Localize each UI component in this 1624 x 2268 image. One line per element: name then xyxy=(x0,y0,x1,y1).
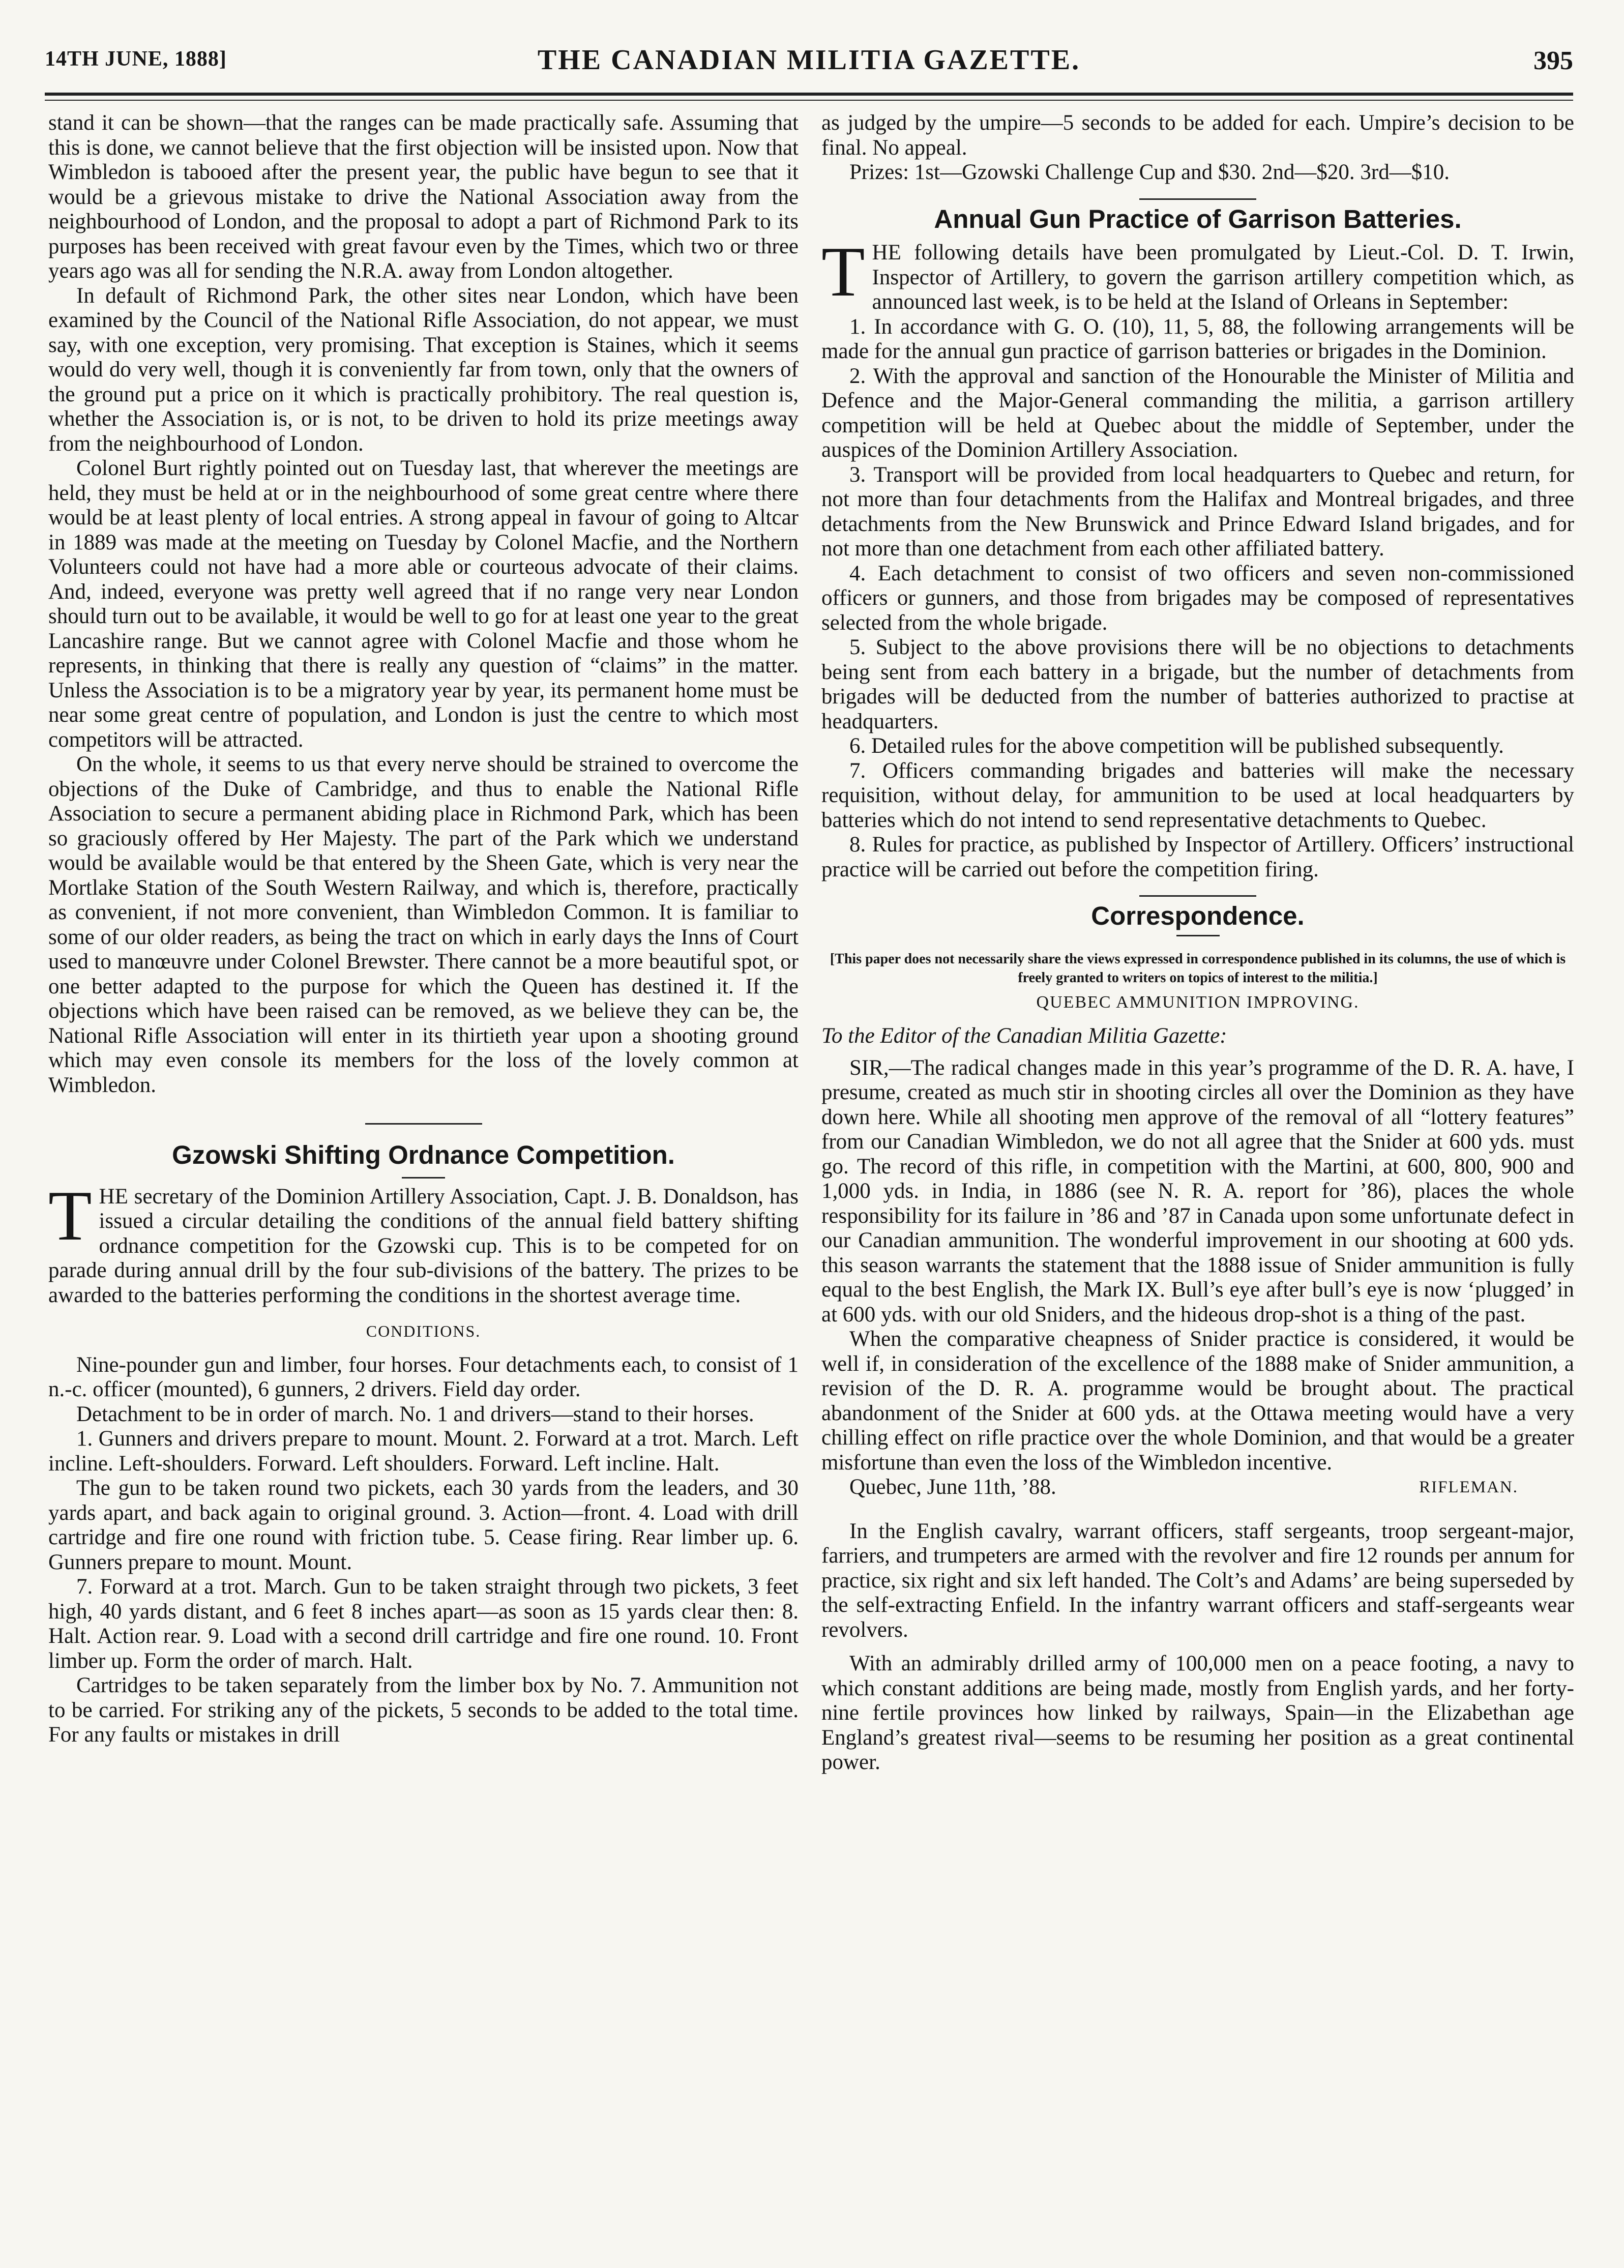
garrison-item: 1. In accordance with G. O. (10), 11, 5, 88, the following arrangements will be made for the annual gun practice of garrison batteries or brigades in the Dominion. xyxy=(821,314,1574,363)
prizes-line: Prizes: 1st—Gzowski Challenge Cup and $30. 2nd—$20. 3rd—$10. xyxy=(849,160,1450,184)
masthead-title: THE CANADIAN MILITIA GAZETTE. xyxy=(537,44,1081,76)
letter-signature: RIFLEMAN. xyxy=(1419,1478,1518,1496)
condition-paragraph: Cartridges to be taken separately from the limber box by No. 7. Ammunition not to be carried. For striking any of the pickets, 5 seconds to be added to the total time. For any faults or mistakes in drill xyxy=(48,1673,799,1747)
letter-paragraph: SIR,—The radical changes made in this year’s programme of the D. R. A. have, I presume, created as much stir in shooting circles all over the Dominion as they have down here. While all shooting men approve of the removal of all “lottery features” from our Canadian Wimbledon, we do not all agree that the Snider at 600 yds. must go. The record of this rifle, in competition with the Martini, at 600, 800, 900 and 1,000 yds. in India, in 1886 (see N. R. A. report for ’86), places the whole responsibility for its failure in ’86 and ’87 in Canada upon some unfortunate defect in our Canadian ammunition. The wonderful improvement in our shooting at 600 yds. this season warrants the statement that the 1888 issue of Snider ammunition is fully equal to the best English, the Mark IX. Bull’s eye after bull’s eye is now ‘plugged’ in at 600 yds. with our old Sniders, and the hideous drop-shot is a thing of the past. xyxy=(821,1055,1574,1327)
section-divider xyxy=(1139,198,1256,200)
drop-cap: T xyxy=(821,232,865,311)
gzowski-intro xyxy=(48,1176,799,1308)
left-column xyxy=(48,111,799,1748)
issue-date: 14TH JUNE, 1888] xyxy=(45,47,227,71)
drop-cap: T xyxy=(48,1176,92,1255)
garrison-item: 8. Rules for practice, as published by Inspector of Artillery. Officers’ instructional practice will be carried out before the competition firing. xyxy=(821,833,1574,881)
right-column xyxy=(821,111,1574,1775)
page-header xyxy=(45,44,1573,87)
heading-underline xyxy=(402,1177,445,1179)
heading-underline xyxy=(1176,935,1220,936)
section-heading-garrison: Annual Gun Practice of Garrison Batteries. xyxy=(934,204,1462,233)
article-paragraph: Colonel Burt rightly pointed out on Tuesday last, that wherever the meetings are held, they must be held at or in the neighbourhood of some great centre where there would be at least plenty of local entries. A strong appeal in favour of going to Altcar in 1889 was made at the meeting on Tuesday by Colonel Macfie, and the Northern Volunteers could not have had a more able or courteous advocate of their claims. And, indeed, everyone was pretty well agreed that if no range very near London should turn out to be available, it would be well to go for at least one year to the great Lancashire range. But we cannot agree with Colonel Macfie and those whom he represents, in thinking that there is really any question of “claims” in the matter. Unless the Association is to be a migratory year by year, its permanent home must be near some great centre of population, and London is just the centre to which most competitors will be attracted. xyxy=(48,456,799,752)
header-rule-thick xyxy=(45,93,1573,96)
letter-place-date: Quebec, June 11th, ’88. xyxy=(849,1475,1056,1499)
garrison-item: 5. Subject to the above provisions there will be no objections to detachments being sent from each battery in a brigade, but the number of detachments from brigades will be deducted from the number of batteries authorized to practise at headquarters. xyxy=(821,635,1574,733)
garrison-item: 4. Each detachment to consist of two officers and seven non-commissioned officers or gunners, and those from brigades may be composed of representatives selected from the whole brigade. xyxy=(821,561,1574,635)
garrison-item: 3. Transport will be provided from local headquarters to Quebec and return, for not more than four detachments from the Halifax and Montreal brigades, and three detachments from the New Brunswick and Prince Edward Island brigades, and for not more than one detachment from each other affiliated battery. xyxy=(821,462,1574,561)
section-heading-correspondence: Correspondence. xyxy=(1091,901,1305,930)
garrison-item: 7. Officers commanding brigades and batteries will make the necessary requisition, without delay, for ammunition to be used at local headquarters by batteries which do not intend to send representative detachments to Quebec. xyxy=(821,758,1574,832)
letter-title: QUEBEC AMMUNITION IMPROVING. xyxy=(1036,992,1360,1012)
condition-paragraph: The gun to be taken round two pickets, each 30 yards from the leaders, and 30 yards apart, and back again to original ground. 3. Action—front. 4. Load with drill cartridge and fire one round with friction tube. 5. Cease firing. Rear limber up. 6. Gunners prepare to mount. Mount. xyxy=(48,1476,799,1574)
garrison-item: 2. With the approval and sanction of the Honourable the Minister of Militia and Defence and the Major-General commanding the militia, a garrison artillery competition will be held at Quebec about the middle of September, under the auspices of the Dominion Artillery Association. xyxy=(821,364,1574,462)
article-paragraph: In default of Richmond Park, the other sites near London, which have been examined by the Council of the National Rifle Association, do not appear, we must say, with one exception, very promising. That exception is Staines, which it seems would do very well, though it is conveniently far from town, only that the owners of the ground put a price on it which is practically prohibitory. The real question is, whether the Association is, or is not, to be driven to hold its prize meetings away from the neighbourhood of London. xyxy=(48,283,799,456)
continuation-paragraph: as judged by the umpire—5 seconds to be added for each. Umpire’s decision to be final. No appeal. xyxy=(821,111,1574,160)
spacer xyxy=(821,1500,1574,1519)
news-note: In the English cavalry, warrant officers, staff sergeants, troop sergeant-major, farriers, and trumpeters are armed with the revolver and fire 12 rounds per annum for practice, six right and six left handed. The Colt’s and Adams’ are being superseded by the self-extracting Enfield. In the infantry warrant officers and staff-sergeants wear revolvers. xyxy=(821,1519,1574,1642)
gzowski-intro-text: HE secretary of the Dominion Artillery Association, Capt. J. B. Donaldson, has issued a circular detailing the conditions of the annual field battery shifting ordnance competition for the Gzowski cup. This is to be competed for on parade during annual drill by the four sub-divisions of the battery. The prizes to be awarded to the batteries performing the conditions in the shortest average time. xyxy=(48,1184,799,1307)
garrison-item: 6. Detailed rules for the above competition will be published subsequently. xyxy=(849,734,1504,758)
letter-signoff xyxy=(821,1475,1574,1500)
news-note: With an admirably drilled army of 100,000 men on a peace footing, a navy to which constant additions are being made, mostly from English yards, and her forty-nine fertile provinces how linked by railways, Spain—in the Elizabethan age England’s greatest rival—seems to be resuming her position as a great continental power. xyxy=(821,1652,1574,1774)
header-rule-thin xyxy=(45,100,1573,101)
condition-paragraph: Nine-pounder gun and limber, four horses. Four detachments each, to consist of 1 n.-c. officer (mounted), 6 gunners, 2 drivers. Field day order. xyxy=(48,1352,799,1401)
correspondence-disclaimer: [This paper does not necessarily share the views expressed in correspondence published in its columns, the use of which is freely granted to writers on topics of interest to the militia.] xyxy=(830,951,1566,986)
page-number: 395 xyxy=(1533,46,1573,75)
letter-salutation: To the Editor of the Canadian Militia Gazette: xyxy=(821,1024,1227,1048)
spacer xyxy=(821,1642,1574,1652)
section-divider xyxy=(1139,895,1256,897)
garrison-intro xyxy=(821,232,1574,315)
section-heading-gzowski: Gzowski Shifting Ordnance Competition. xyxy=(172,1140,675,1169)
garrison-intro-text: HE following details have been promulgated by Lieut.-Col. D. T. Irwin, Inspector of Artillery, to govern the garrison artillery competition which, as announced last week, is to be held at the Island of Orleans in September: xyxy=(872,241,1574,314)
article-paragraph: On the whole, it seems to us that every nerve should be strained to overcome the objections of the Duke of Cambridge, and thus to enable the National Rifle Association to secure a permanent abiding place in Richmond Park, which has been so graciously offered by Her Majesty. The part of the Park which we understand would be available would be that entered by the Sheen Gate, which is very near the Mortlake Station of the South Western Railway, and which is, therefore, practically as convenient, if not more convenient, than Wimbledon Common. It is familiar to some of our older readers, as being the tract on which in early days the Inns of Court used to manœuvre under Colonel Brewster. There cannot be a more beautiful spot, or one better adapted to the purpose for which the Queen has destined it. If the objections which have been raised can be removed, as we believe they can be, the National Rifle Association will enter in its thirtieth year upon a shooting ground which may even console its members for the loss of the lovely common at Wimbledon. xyxy=(48,752,799,1097)
letter-paragraph: When the comparative cheapness of Snider practice is considered, it would be well if, in consideration of the excellence of the 1888 make of Snider ammunition, a revision of the D. R. A. programme would be brought about. The practical abandonment of the Snider at 600 yds. at the Ottawa meeting would have a very chilling effect on rifle practice over the whole Dominion, and that would be a greater misfortune than even the loss of the Wimbledon incentive. xyxy=(821,1327,1574,1475)
condition-paragraph: 1. Gunners and drivers prepare to mount. Mount. 2. Forward at a trot. March. Left incline. Left-shoulders. Forward. Left shoulders. Forward. Left incline. Halt. xyxy=(48,1427,799,1476)
conditions-label: CONDITIONS. xyxy=(366,1322,481,1340)
condition-paragraph: 7. Forward at a trot. March. Gun to be taken straight through two pickets, 3 feet high, 40 yards distant, and 6 feet 8 inches apart—as soon as 15 yards clear then: 8. Halt. Action rear. 9. Load with a second drill cartridge and fire one round. 10. Front limber up. Form the order of march. Halt. xyxy=(48,1575,799,1673)
article-paragraph: stand it can be shown—that the ranges can be made practically safe. Assuming that this is done, we cannot believe that the first objection will be insisted upon. Now that Wimbledon is tabooed after the present year, the public have begun to see that it would be a grievous mistake to drive the National Association away from the neighbourhood of London, and the proposal to adopt a part of Richmond Park to its purposes has been received with great favour even by the Times, which two or three years ago was all for sending the N.R.A. away from London altogether. xyxy=(48,111,799,283)
section-divider xyxy=(365,1123,482,1125)
condition-paragraph: Detachment to be in order of march. No. 1 and drivers—stand to their horses. xyxy=(76,1402,754,1426)
